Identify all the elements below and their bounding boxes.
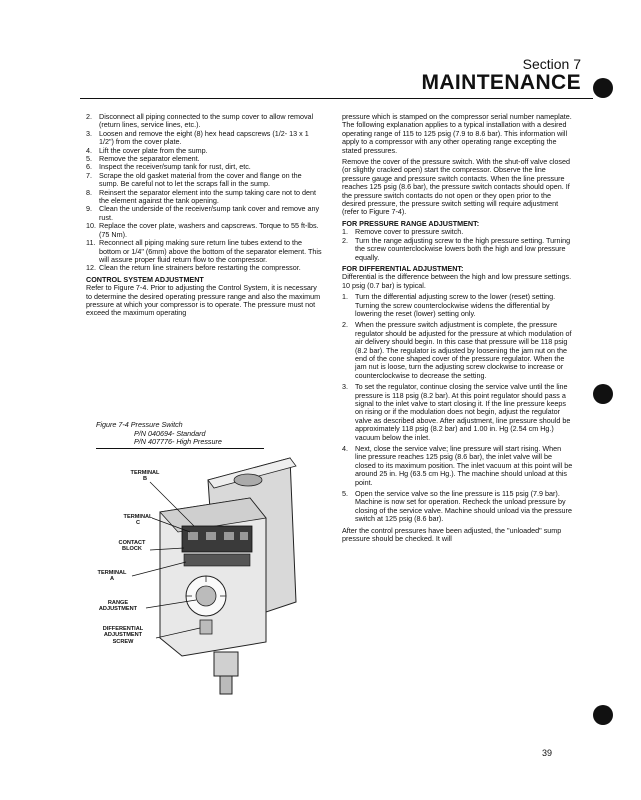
list-item: 4. Lift the cover plate from the sump.	[86, 145, 208, 155]
list-item: 2. Disconnect all piping connected to the sump cover to allow removal (return lines, service lines, etc.).	[86, 112, 314, 130]
section-tab-marker	[593, 78, 613, 98]
list-item: 1. Remove cover to pressure switch.	[342, 227, 464, 237]
pressure-switch-figure	[90, 452, 330, 697]
intro-paragraph: pressure which is stamped on the compressor serial number nameplate. The following explanation applies to a typical installation with a desired operating range of 115 to 125 psig (7.9 to 8.6 bar). This information will apply to a compressor with any other operating range excepting the stated pressures.	[342, 112, 572, 155]
terminal-screw	[206, 532, 216, 540]
closing-paragraph: After the control pressures have been adjusted, the "unloaded" sump pressure should be checked. It will	[342, 525, 562, 544]
bracket-slot	[234, 474, 262, 486]
binder-hole-marker	[593, 384, 613, 404]
left-column	[86, 113, 322, 321]
label-terminal-c: TERMINAL C	[123, 514, 153, 527]
label-range-adjustment: RANGE ADJUSTMENT	[98, 600, 138, 613]
page-number: 39	[542, 748, 553, 758]
figure-title: Figure 7-4 Pressure Switch	[96, 420, 183, 429]
differential-intro: Differential is the difference between the high and low pressure settings. 10 psig (0.7 bar) is typical.	[342, 272, 572, 290]
differential-adjustment-steps	[342, 293, 574, 524]
list-item: 9. Clean the underside of the receiver/sump tank cover and remove any rust.	[86, 204, 320, 222]
list-item: 10. Replace the cover plate, washers and capscrews. Torque to 55 ft-lbs. (75 Nm).	[86, 221, 319, 239]
list-item: 6. Inspect the receiver/sump tank for rust, dirt, etc.	[86, 162, 251, 172]
section-title: MAINTENANCE	[421, 71, 581, 94]
list-item: 3. To set the regulator, continue closing the service valve until the line pressure is 118 psig (8.2 bar). At this point regulator should pass a signal to the inlet valve to start closing it. If the line pressure keeps on rising or if the modulation does not begin, adjust the regulator valve as described above. After adjustment, line pressure should be approximately 118 psig (8.2 bar) and 1.00 in. Hg (2.54 cm Hg.) vacuum below the inlet.	[342, 382, 571, 442]
pressure-fitting	[214, 652, 238, 676]
terminal-screw	[224, 532, 234, 540]
differential-screw	[200, 620, 212, 634]
pressure-switch-paragraph: Remove the cover of the pressure switch. With the shut-off valve closed (or slightly cracked open) start the compressor. Observe the line pressure gauge and pressure switch contacts. When the line pressure reaches 125 psig (8.6 bar), the pressure switch contacts should open. If the pressure switch contacts do not open or they open prior to the desired pressure, the pressure switch setting will require adjustment (refer to Figure 7-4).	[342, 157, 570, 217]
range-screw	[196, 586, 216, 606]
label-contact-block: CONTACT BLOCK	[118, 540, 146, 553]
label-differential-adjustment: DIFFERENTIAL ADJUSTMENT SCREW	[102, 626, 144, 645]
list-item: 1. Turn the differential adjusting screw to the lower (reset) setting. Turning the screw counterclockwise widens the differential by lowering the reset (lower) setting only.	[342, 292, 556, 318]
list-item: 12. Clean the return line strainers before restarting the compressor.	[86, 263, 301, 273]
list-item: 4. Next, close the service valve; line pressure will start rising. When line pressure reaches 125 psig (8.6 bar), the inlet valve will be closed to its maximum position. The inlet vacuum at this point will be around 25 in. Hg (63.5 cm Hg.). The machine should unload at this point.	[342, 444, 573, 487]
disassembly-steps	[86, 113, 322, 273]
fitting-stem	[220, 676, 232, 694]
section-label: Section 7	[522, 56, 581, 72]
figure-caption-rule	[96, 448, 264, 449]
control-system-paragraph: Refer to Figure 7-4. Prior to adjusting the Control System, it is necessary to determine the desired operating pressure range and also the maximum pressure at which your compressor is to operate. The pressure must not exceed the maximum operating	[86, 283, 321, 318]
figure-caption	[96, 421, 222, 447]
list-item: 8. Reinsert the separator element into the sump taking care not to dent the element against the tank opening.	[86, 187, 316, 206]
list-item: 11. Reconnect all piping making sure return line tubes extend to the bottom or 1/4" (6mm) above the bottom of the separator element. This will assure proper fluid return flow to the compressor.	[86, 238, 322, 264]
list-item: 2. When the pressure switch adjustment is complete, the pressure regulator should be adjusted for the pressure at which modulation of air delivery should begin. In this case that pressure will be 118 psig (8.2 bar). The regulator is adjusted by loosening the jam nut on the end of the cone shaped cover of the pressure regulator. When the jam nut is loose, turn the adjusting screw clockwise to increase or counterclockwise to decrease the setting.	[342, 320, 572, 380]
list-item: 5. Open the service valve so the line pressure is 115 psig (7.9 bar). Machine is now set for operation. Recheck the unload pressure by closing of the service valve. Machine should unload via the pressure switch at 125 psig (8.6 bar).	[342, 489, 572, 524]
label-terminal-b: TERMINAL B	[130, 470, 160, 483]
list-item: 7. Scrape the old gasket material from the cover and flange on the sump. Be careful not to let the scraps fall in the sump.	[86, 170, 302, 189]
differential-adjustment-heading: FOR DIFFERENTIAL ADJUSTMENT:	[342, 263, 464, 273]
figure-part-high-pressure: P/N 407776- High Pressure	[134, 437, 222, 447]
list-item: 5. Remove the separator element.	[86, 154, 200, 164]
page-header	[421, 56, 581, 94]
right-column	[342, 113, 574, 547]
terminal-screw	[188, 532, 198, 540]
contact-lower-rail	[184, 554, 250, 566]
terminal-screw	[240, 532, 248, 540]
range-adjustment-steps	[342, 228, 574, 262]
list-item: 2. Turn the range adjusting screw to the high pressure setting. Turning the screw counterclockwise lowers both the high and low pressure equally.	[342, 235, 571, 262]
list-item: 3. Loosen and remove the eight (8) hex head capscrews (1/2- 13 x 1 1/2") from the cover plate.	[86, 128, 309, 147]
header-rule	[80, 98, 593, 99]
range-adjustment-heading: FOR PRESSURE RANGE ADJUSTMENT:	[342, 218, 480, 228]
binder-hole-marker	[593, 705, 613, 725]
figure-part-standard: P/N 040694- Standard	[134, 428, 206, 438]
label-terminal-a: TERMINAL A	[97, 570, 127, 583]
control-system-heading: CONTROL SYSTEM ADJUSTMENT	[86, 274, 204, 284]
